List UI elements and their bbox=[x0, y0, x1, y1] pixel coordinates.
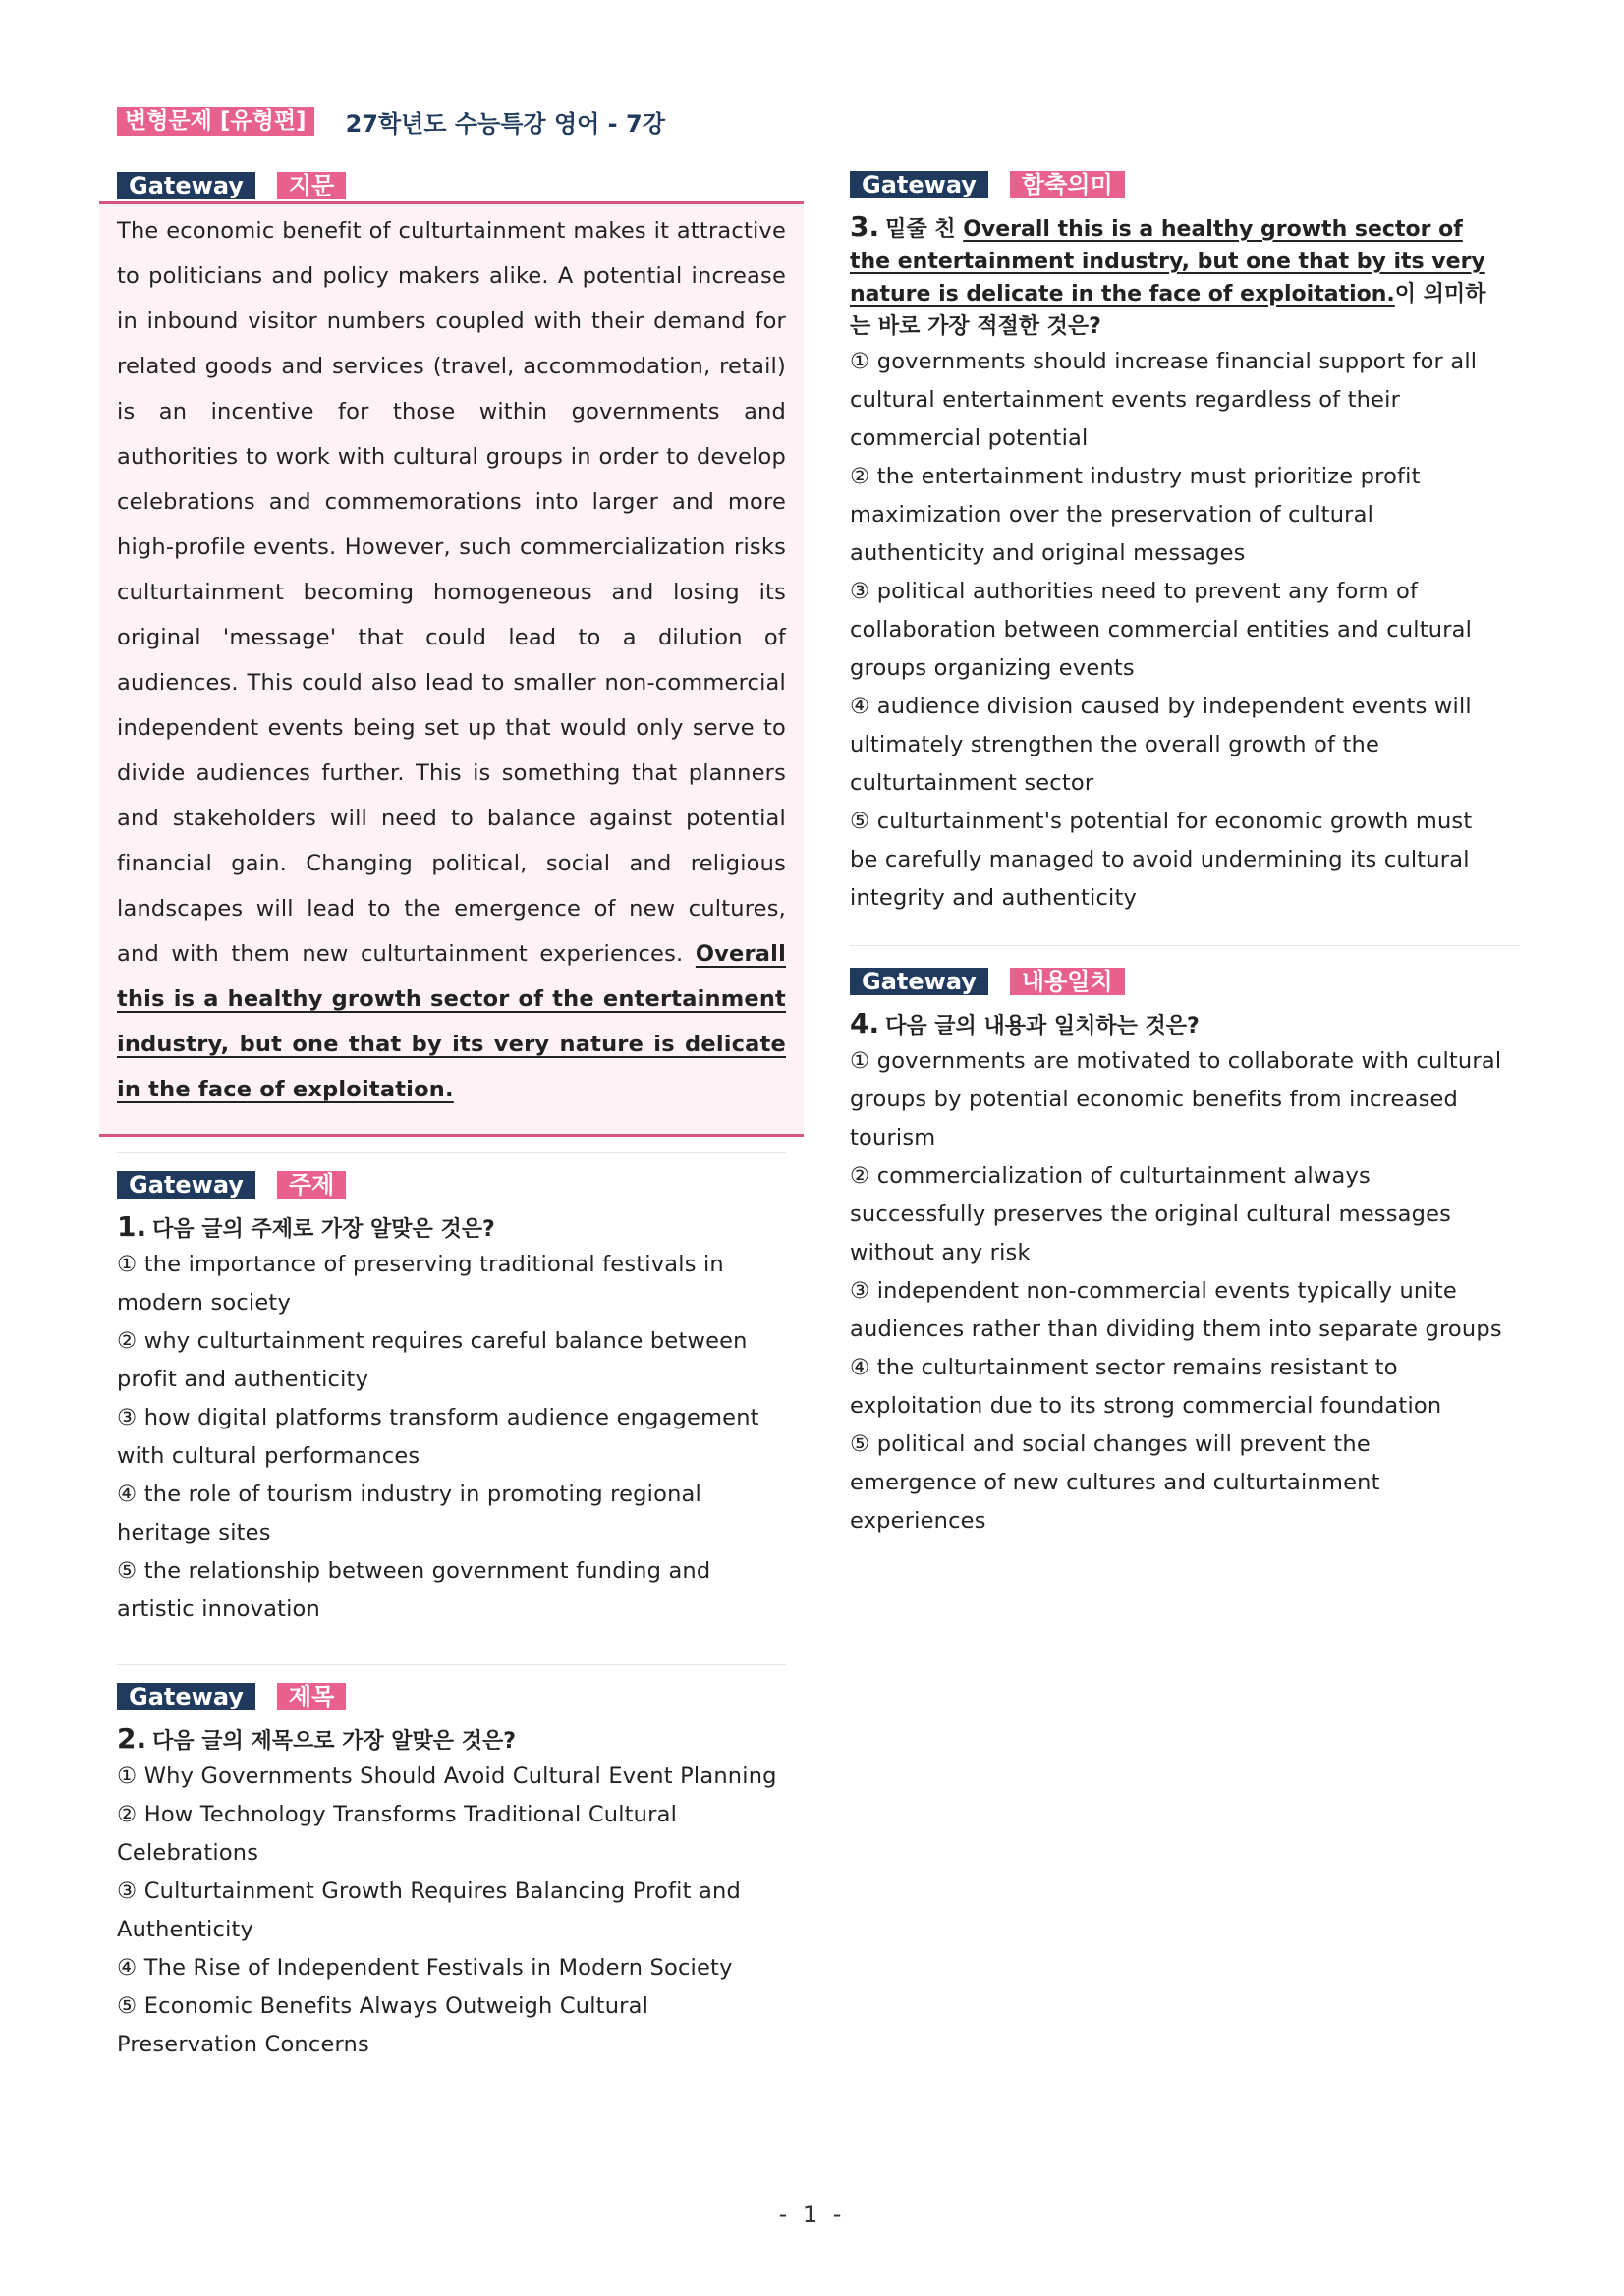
page-title: 27학년도 수능특강 영어 - 7강 bbox=[345, 110, 665, 138]
gateway-badge: Gateway bbox=[850, 171, 988, 198]
question-1 bbox=[99, 1171, 804, 1629]
gateway-badge: Gateway bbox=[850, 968, 988, 995]
q3-stem bbox=[850, 210, 1502, 343]
q3-number: 3. bbox=[850, 210, 880, 243]
gateway-badge: Gateway bbox=[117, 1683, 255, 1710]
passage-box bbox=[99, 201, 804, 1137]
divider bbox=[117, 1152, 786, 1153]
q3-type-tag: 함축의미 bbox=[1010, 171, 1125, 198]
q3-stem-suffix: 이 의미하는 바로 가장 적절한 것은? bbox=[850, 282, 1486, 339]
q3-option-5: ⑤ culturtainment's potential for economic growth must be carefully managed to avoid undermining its cultural integrity and authenticity bbox=[850, 809, 1473, 911]
q4-stem-text: 다음 글의 내용과 일치하는 것은? bbox=[885, 1014, 1200, 1038]
question-4 bbox=[830, 968, 1520, 1540]
gateway-badge: Gateway bbox=[117, 172, 255, 199]
divider bbox=[117, 1664, 786, 1665]
q4-option-4: ④ the culturtainment sector remains resistant to exploitation due to its strong commercial foundation bbox=[850, 1355, 1442, 1419]
passage-underlined-sentence: Overall this is a healthy growth sector of the entertainment industry, but one that by its very nature is delicate in the face of exploitation. bbox=[117, 941, 786, 1102]
q2-option-3: ③ Culturtainment Growth Requires Balancing Profit and Authenticity bbox=[117, 1878, 741, 1942]
passage-tag: 지문 bbox=[277, 172, 346, 199]
q1-badge-row bbox=[117, 1171, 786, 1199]
q1-option-5: ⑤ the relationship between government funding and artistic innovation bbox=[117, 1558, 711, 1622]
q1-type-tag: 주제 bbox=[277, 1171, 346, 1199]
q1-stem bbox=[117, 1210, 786, 1246]
q2-option-2: ② How Technology Transforms Traditional Cultural Celebrations bbox=[117, 1802, 678, 1866]
question-2 bbox=[99, 1683, 804, 2064]
q2-option-4: ④ The Rise of Independent Festivals in Modern Society bbox=[117, 1955, 733, 1981]
q2-stem-text: 다음 글의 제목으로 가장 알맞은 것은? bbox=[152, 1729, 516, 1754]
q1-option-3: ③ how digital platforms transform audience engagement with cultural performances bbox=[117, 1405, 759, 1469]
q4-option-1: ① governments are motivated to collaborate with cultural groups by potential economic benefits from increased tourism bbox=[850, 1048, 1502, 1150]
q3-option-4: ④ audience division caused by independent events will ultimately strengthen the overall growth of the culturtainment sector bbox=[850, 694, 1472, 796]
q1-number: 1. bbox=[117, 1210, 147, 1243]
q4-badge-row bbox=[850, 968, 1502, 995]
q3-option-1: ① governments should increase financial support for all cultural entertainment events regardless of their commercial potential bbox=[850, 349, 1478, 451]
passage-body: The economic benefit of culturtainment makes it attractive to politicians and policy makers alike. A potential increase in inbound visitor numbers coupled with their demand for related goods and services (travel, accommodation, retail) is an incentive for those within governments and authorities to work with cultural groups in order to develop celebrations and commemorations into larger and more high-profile events. However, such commercialization risks culturtainment becoming homogeneous and losing its original 'message' that could lead to a dilution of audiences. This could also lead to smaller non-commercial independent events being set up that would only serve to divide audiences further. This is something that planners and stakeholders will need to balance against potential financial gain. Changing political, social and religious landscapes will lead to the emergence of new cultures, and with them new culturtainment experiences. bbox=[117, 218, 786, 967]
q4-number: 4. bbox=[850, 1007, 880, 1039]
q4-stem bbox=[850, 1007, 1502, 1042]
question-3 bbox=[830, 171, 1520, 918]
q3-badge-row bbox=[850, 171, 1502, 198]
passage-badge-row bbox=[117, 172, 804, 199]
q2-number: 2. bbox=[117, 1722, 147, 1755]
right-column bbox=[830, 171, 1520, 1540]
q4-option-2: ② commercialization of culturtainment always successfully preserves the original cultural messages without any risk bbox=[850, 1163, 1452, 1265]
q3-stem-prefix: 밑줄 친 bbox=[885, 217, 964, 242]
q3-option-3: ③ political authorities need to prevent any form of collaboration between commercial entities and cultural groups organizing events bbox=[850, 579, 1473, 681]
series-tag: 변형문제 [유형편] bbox=[117, 107, 314, 136]
left-column bbox=[99, 172, 804, 2064]
q2-option-1: ① Why Governments Should Avoid Cultural Event Planning bbox=[117, 1764, 777, 1789]
gateway-badge: Gateway bbox=[117, 1171, 255, 1199]
q2-type-tag: 제목 bbox=[277, 1683, 346, 1710]
page-number: - 1 - bbox=[778, 2201, 846, 2228]
q2-option-5: ⑤ Economic Benefits Always Outweigh Cultural Preservation Concerns bbox=[117, 1993, 649, 2057]
page-header bbox=[117, 104, 665, 139]
divider bbox=[850, 945, 1520, 946]
passage-text bbox=[117, 208, 786, 1112]
q2-stem bbox=[117, 1722, 786, 1758]
q2-badge-row bbox=[117, 1683, 786, 1710]
q1-option-1: ① the importance of preserving traditional festivals in modern society bbox=[117, 1252, 724, 1316]
q1-option-4: ④ the role of tourism industry in promoting regional heritage sites bbox=[117, 1482, 701, 1545]
q4-type-tag: 내용일치 bbox=[1010, 968, 1125, 995]
q4-option-3: ③ independent non-commercial events typically unite audiences rather than dividing them into separate groups bbox=[850, 1278, 1502, 1342]
q1-option-2: ② why culturtainment requires careful balance between profit and authenticity bbox=[117, 1328, 748, 1392]
q3-option-2: ② the entertainment industry must prioritize profit maximization over the preservation of cultural authenticity and original messages bbox=[850, 464, 1421, 566]
q1-stem-text: 다음 글의 주제로 가장 알맞은 것은? bbox=[152, 1217, 495, 1242]
q4-option-5: ⑤ political and social changes will prevent the emergence of new cultures and culturtainment experiences bbox=[850, 1431, 1380, 1534]
q3-stem-underlined: Overall this is a healthy growth sector of the entertainment industry, but one that by its very nature is delicate in the face of exploitation. bbox=[850, 217, 1485, 307]
